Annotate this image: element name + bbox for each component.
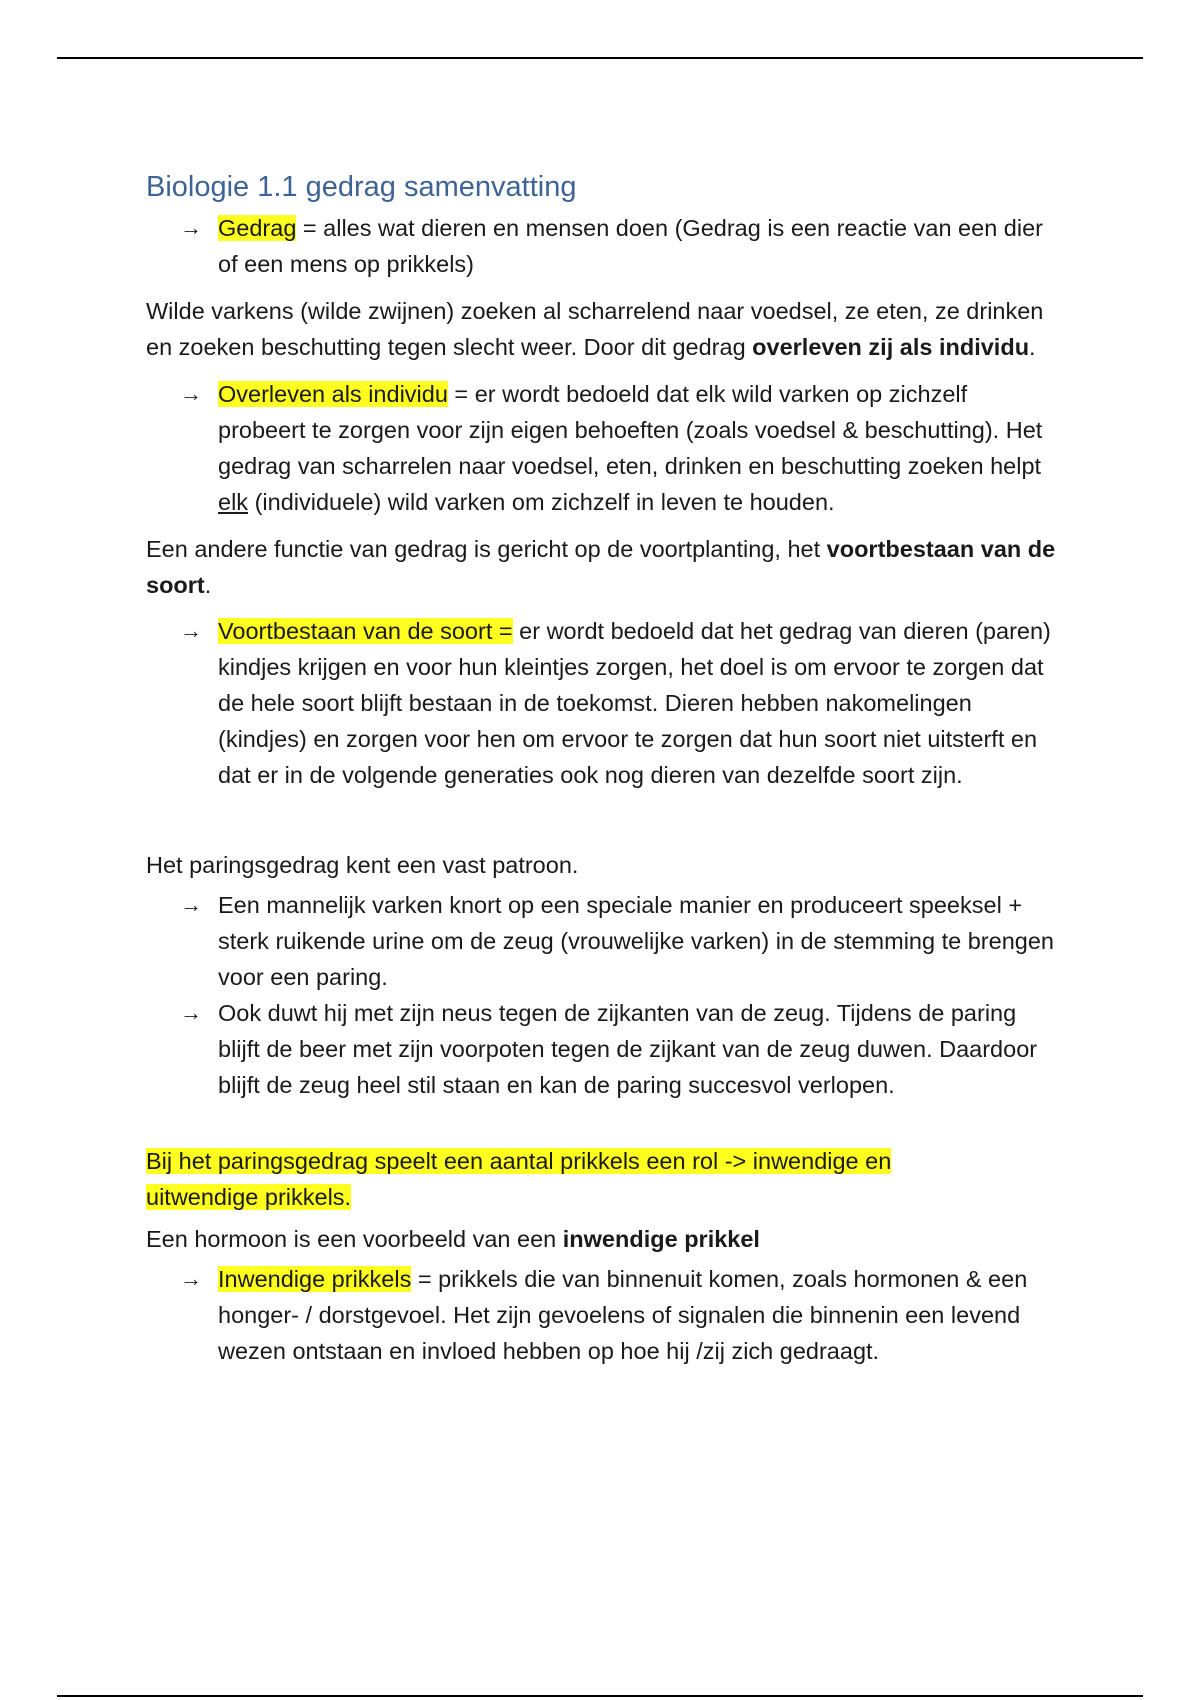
bullet-overleven <box>146 376 1061 520</box>
bullet-text: Ook duwt hij met zijn neus tegen de zijkanten van de zeug. Tijdens de paring blijft de beer met zijn voorpoten tegen de zijkant van de zeug duwen. Daardoor blijft de zeug heel stil staan en kan de paring succesvol verlopen. <box>218 1000 1038 1098</box>
paragraph-wilde-varkens <box>146 293 1061 365</box>
bullet-neus <box>146 995 1061 1103</box>
term-inwendige-prikkels: Inwendige prikkels <box>218 1266 412 1292</box>
bullet-inwendige-prikkels <box>146 1261 1061 1369</box>
bullet-text: Een mannelijk varken knort op een speciale manier en produceert speeksel + sterk ruikende urine om de zeug (vrouwelijke varken) in de stemming te brengen voor een paring. <box>218 892 1054 990</box>
paragraph-text: Een andere functie van gedrag is gericht op de voortplanting, het <box>146 536 827 562</box>
bold-voortbestaan: voortbestaan van de soort <box>146 536 1056 598</box>
term-overleven: Overleven als individu <box>218 381 448 407</box>
header-rule <box>57 57 1143 59</box>
highlighted-paragraph <box>146 1143 956 1215</box>
highlight-text: Bij het paringsgedrag speelt een aantal prikkels een rol -> inwendige en uitwendige prikkels. <box>146 1148 892 1210</box>
paragraph-voortplanting <box>146 531 1061 603</box>
document-body <box>146 166 1061 1369</box>
arrow-icon: → <box>180 892 202 917</box>
arrow-icon: → <box>180 215 202 240</box>
bold-inwendige-prikkel: inwendige prikkel <box>562 1226 760 1252</box>
bullet-mannelijk-varken <box>146 887 1061 995</box>
arrow-icon: → <box>180 1000 202 1025</box>
arrow-icon: → <box>180 1266 202 1291</box>
bullet-gedrag <box>146 210 1061 282</box>
paragraph-text: Een hormoon is een voorbeeld van een <box>146 1226 563 1252</box>
definition-overleven-a: = er wordt bedoeld dat elk wild varken op zichzelf probeert te zorgen voor zijn eigen behoeften (zoals voedsel & beschutting). Het gedrag van scharrelen naar voedsel, eten, drinken en beschutting zoeken helpt <box>218 381 1043 479</box>
bold-overleven: overleven zij als individu <box>752 334 1030 360</box>
definition-voortbestaan: er wordt bedoeld dat het gedrag van dieren (paren) kindjes krijgen en voor hun kleintjes zorgen, het doel is om ervoor te zorgen dat de hele soort blijft bestaan in de toekomst. Dieren hebben nakomelingen (kindjes) en zorgen voor hen om ervoor te zorgen dat hun soort niet uitsterft en dat er in de volgende generaties ook nog dieren van dezelfde soort zijn. <box>218 618 1051 788</box>
term-voortbestaan: Voortbestaan van de soort = <box>218 618 513 644</box>
definition-inwendige-prikkels: = prikkels die van binnenuit komen, zoals hormonen & een honger- / dorstgevoel. Het zijn gevoelens of signalen die binnenin een levend wezen ontstaan en invloed hebben op hoe hij /zij zich gedraagt. <box>218 1266 1028 1364</box>
bullet-voortbestaan <box>146 613 1061 793</box>
footer-rule <box>57 1695 1143 1697</box>
arrow-icon: → <box>180 618 202 643</box>
underlined-elk: elk <box>218 489 249 515</box>
page-title: Biologie 1.1 gedrag samenvatting <box>146 171 577 203</box>
paragraph-end: . <box>1029 334 1036 360</box>
arrow-icon: → <box>180 381 202 406</box>
paragraph-end: . <box>204 572 212 598</box>
definition-gedrag: = alles wat dieren en mensen doen (Gedrag is een reactie van een dier of een mens op prikkels) <box>218 215 1043 277</box>
definition-overleven-b: (individuele) wild varken om zichzelf in leven te houden. <box>248 489 835 515</box>
paragraph-paringsgedrag: Het paringsgedrag kent een vast patroon. <box>146 852 579 878</box>
paragraph-text: Wilde varkens (wilde zwijnen) zoeken al scharrelend naar voedsel, ze eten, ze drinken en zoeken beschutting tegen slecht weer. Door dit gedrag <box>146 298 1044 360</box>
paragraph-hormoon <box>146 1221 1061 1257</box>
term-gedrag: Gedrag <box>218 215 297 241</box>
